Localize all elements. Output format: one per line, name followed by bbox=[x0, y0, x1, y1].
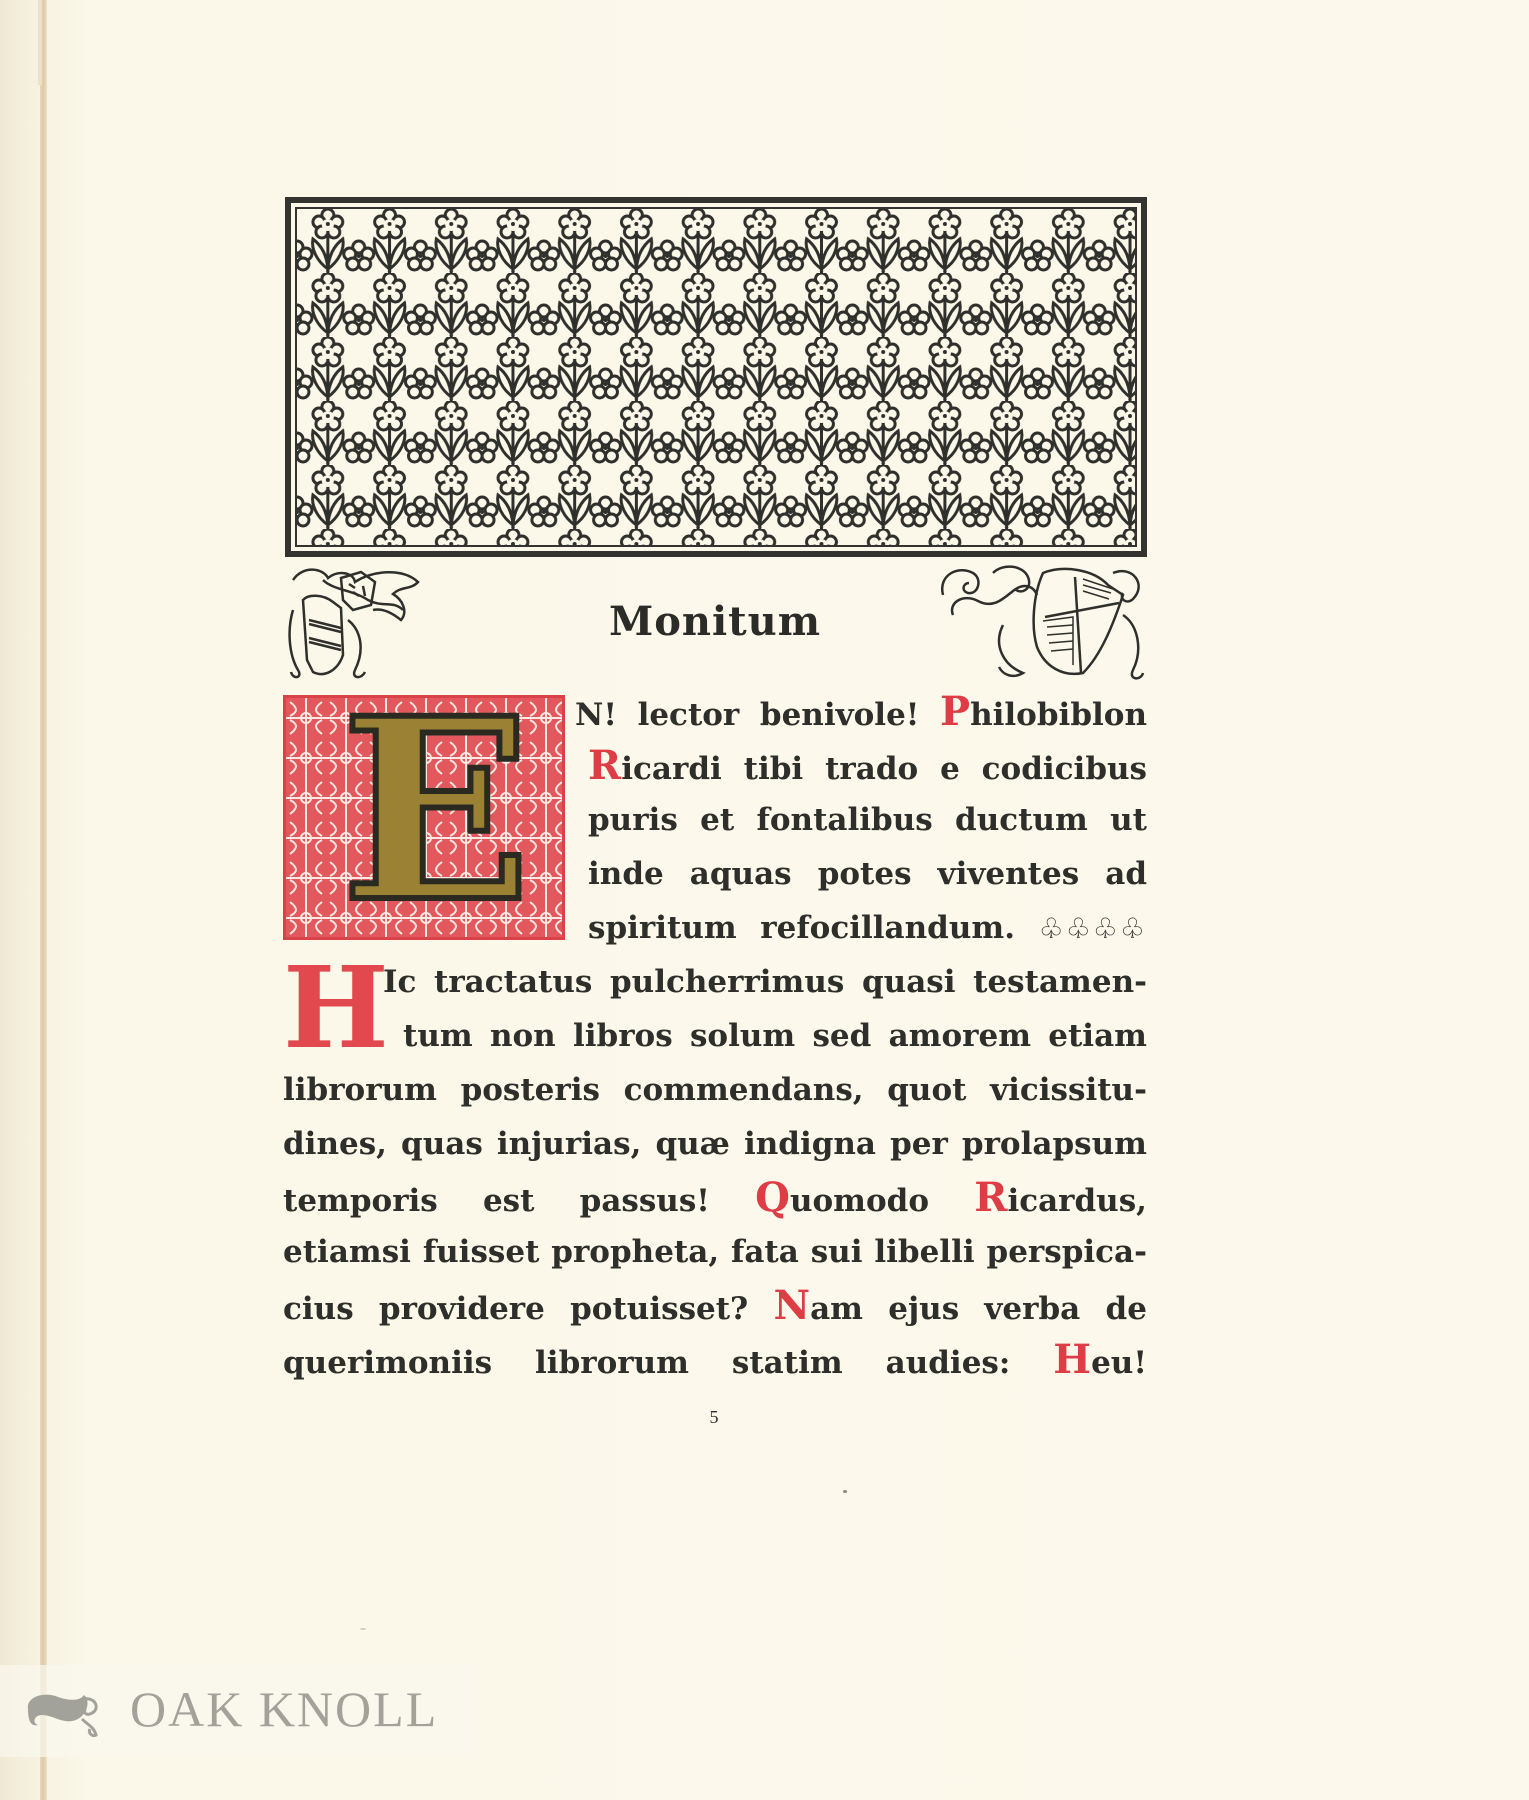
word: quasi bbox=[861, 964, 956, 1000]
word: am bbox=[810, 1291, 863, 1327]
red-initial-p: P bbox=[940, 688, 971, 735]
word-rubric bbox=[774, 1284, 863, 1331]
word: Ic bbox=[383, 964, 417, 1000]
floral-pattern bbox=[295, 207, 1137, 547]
word: puris bbox=[588, 802, 678, 838]
word-rubric bbox=[940, 690, 1147, 737]
word: sed bbox=[812, 1018, 872, 1054]
word: posteris bbox=[460, 1072, 600, 1108]
red-initial-r: R bbox=[588, 742, 622, 789]
word: potes bbox=[817, 856, 912, 892]
text-line-6 bbox=[383, 960, 1147, 1004]
word: lector bbox=[637, 697, 740, 733]
word: et bbox=[700, 802, 735, 838]
word: pulcherrimus bbox=[609, 964, 845, 1000]
fleuron-ornaments: ♧♧♧♧ bbox=[1038, 912, 1147, 945]
text-line-2 bbox=[588, 744, 1147, 788]
word: commendans, bbox=[623, 1072, 864, 1108]
quartered-shield-crest-icon bbox=[933, 555, 1147, 683]
text-line-5 bbox=[588, 906, 1147, 950]
word: querimoniis bbox=[283, 1345, 493, 1381]
word-rubric bbox=[1053, 1338, 1147, 1385]
word: librorum bbox=[535, 1345, 689, 1381]
word: tum bbox=[403, 1018, 473, 1054]
text-line-10 bbox=[283, 1176, 1147, 1220]
oak-knoll-leaf-logo-icon bbox=[22, 1679, 110, 1739]
word: icardus, bbox=[1007, 1183, 1147, 1219]
word: ejus bbox=[888, 1291, 960, 1327]
word: eu! bbox=[1091, 1345, 1147, 1381]
text-line-12 bbox=[283, 1284, 1147, 1328]
word: libelli bbox=[874, 1234, 975, 1270]
word: quot bbox=[887, 1072, 967, 1108]
word: audies: bbox=[885, 1345, 1011, 1381]
floral-header-band bbox=[285, 197, 1147, 557]
word: passus! bbox=[579, 1183, 710, 1219]
binding-edge-top bbox=[38, 0, 42, 85]
word: temporis bbox=[283, 1183, 438, 1219]
word: e bbox=[940, 751, 960, 787]
word: vicissitu- bbox=[990, 1072, 1147, 1108]
red-initial-h: H bbox=[283, 943, 389, 1074]
word: quas bbox=[401, 1126, 483, 1162]
word: aquas bbox=[689, 856, 792, 892]
word: sui bbox=[810, 1234, 863, 1270]
word: amorem bbox=[888, 1018, 1031, 1054]
word: testamen- bbox=[973, 964, 1147, 1000]
text-line-9 bbox=[283, 1122, 1147, 1166]
word: prolapsum bbox=[961, 1126, 1147, 1162]
word: providere bbox=[378, 1291, 545, 1327]
word: non bbox=[489, 1018, 556, 1054]
red-initial-r: R bbox=[974, 1174, 1008, 1221]
word: refocillandum. bbox=[760, 910, 1015, 946]
text-line-7 bbox=[403, 1014, 1147, 1058]
word: viventes bbox=[937, 856, 1080, 892]
word-rubric bbox=[588, 744, 722, 791]
paper-speck bbox=[843, 1490, 847, 1493]
page-title: Monitum bbox=[608, 598, 822, 645]
word: propheta, bbox=[551, 1234, 720, 1270]
word: per bbox=[890, 1126, 948, 1162]
word: inde bbox=[588, 856, 664, 892]
word: cius bbox=[283, 1291, 354, 1327]
word: statim bbox=[731, 1345, 843, 1381]
watermark bbox=[0, 1665, 475, 1757]
word: fontalibus bbox=[756, 802, 933, 838]
word: benivole! bbox=[759, 697, 920, 733]
word-rubric bbox=[974, 1176, 1147, 1223]
text-line-4 bbox=[588, 852, 1147, 896]
watermark-text: OAK KNOLL bbox=[130, 1681, 439, 1737]
word: perspica- bbox=[986, 1234, 1147, 1270]
word: hilobiblon bbox=[970, 697, 1147, 733]
word: ut bbox=[1110, 802, 1147, 838]
word: est bbox=[482, 1183, 535, 1219]
red-initial-q: Q bbox=[755, 1174, 790, 1221]
word: etiam bbox=[1048, 1018, 1147, 1054]
binding-edge bbox=[40, 0, 47, 1800]
word: injurias, bbox=[496, 1126, 642, 1162]
word: indigna bbox=[743, 1126, 877, 1162]
word: libros bbox=[572, 1018, 673, 1054]
initial-letter: E bbox=[340, 663, 532, 957]
word: librorum bbox=[283, 1072, 437, 1108]
page-number: 5 bbox=[709, 1407, 719, 1427]
word: icardi bbox=[621, 751, 722, 787]
word: spiritum bbox=[588, 910, 737, 946]
word: solum bbox=[689, 1018, 796, 1054]
word: potuisset? bbox=[570, 1291, 749, 1327]
text-line-3 bbox=[588, 798, 1147, 842]
word: codicibus bbox=[981, 751, 1147, 787]
word: fuisset bbox=[422, 1234, 540, 1270]
text-line-1 bbox=[575, 690, 1147, 734]
text-line-13 bbox=[283, 1338, 1147, 1382]
word: N! bbox=[575, 697, 617, 733]
floral-pattern-icon bbox=[297, 209, 1135, 545]
text-line-11 bbox=[283, 1230, 1147, 1274]
word: ad bbox=[1105, 856, 1147, 892]
word: etiamsi bbox=[283, 1234, 411, 1270]
word: tibi bbox=[743, 751, 804, 787]
word-rubric bbox=[755, 1176, 929, 1223]
word: verba bbox=[984, 1291, 1081, 1327]
word: dines, bbox=[283, 1126, 387, 1162]
word: quæ bbox=[655, 1126, 730, 1162]
word: fata bbox=[731, 1234, 799, 1270]
word: uomodo bbox=[789, 1183, 929, 1219]
red-initial-n: N bbox=[773, 1282, 811, 1329]
red-initial-h: H bbox=[1053, 1336, 1092, 1383]
word: tractatus bbox=[434, 964, 593, 1000]
text-line-8 bbox=[283, 1068, 1147, 1112]
crest-right bbox=[933, 555, 1147, 683]
paper-speck bbox=[360, 1628, 366, 1630]
word: de bbox=[1105, 1291, 1147, 1327]
word: trado bbox=[825, 751, 919, 787]
illuminated-initial-e bbox=[283, 663, 565, 957]
word: ductum bbox=[955, 802, 1088, 838]
